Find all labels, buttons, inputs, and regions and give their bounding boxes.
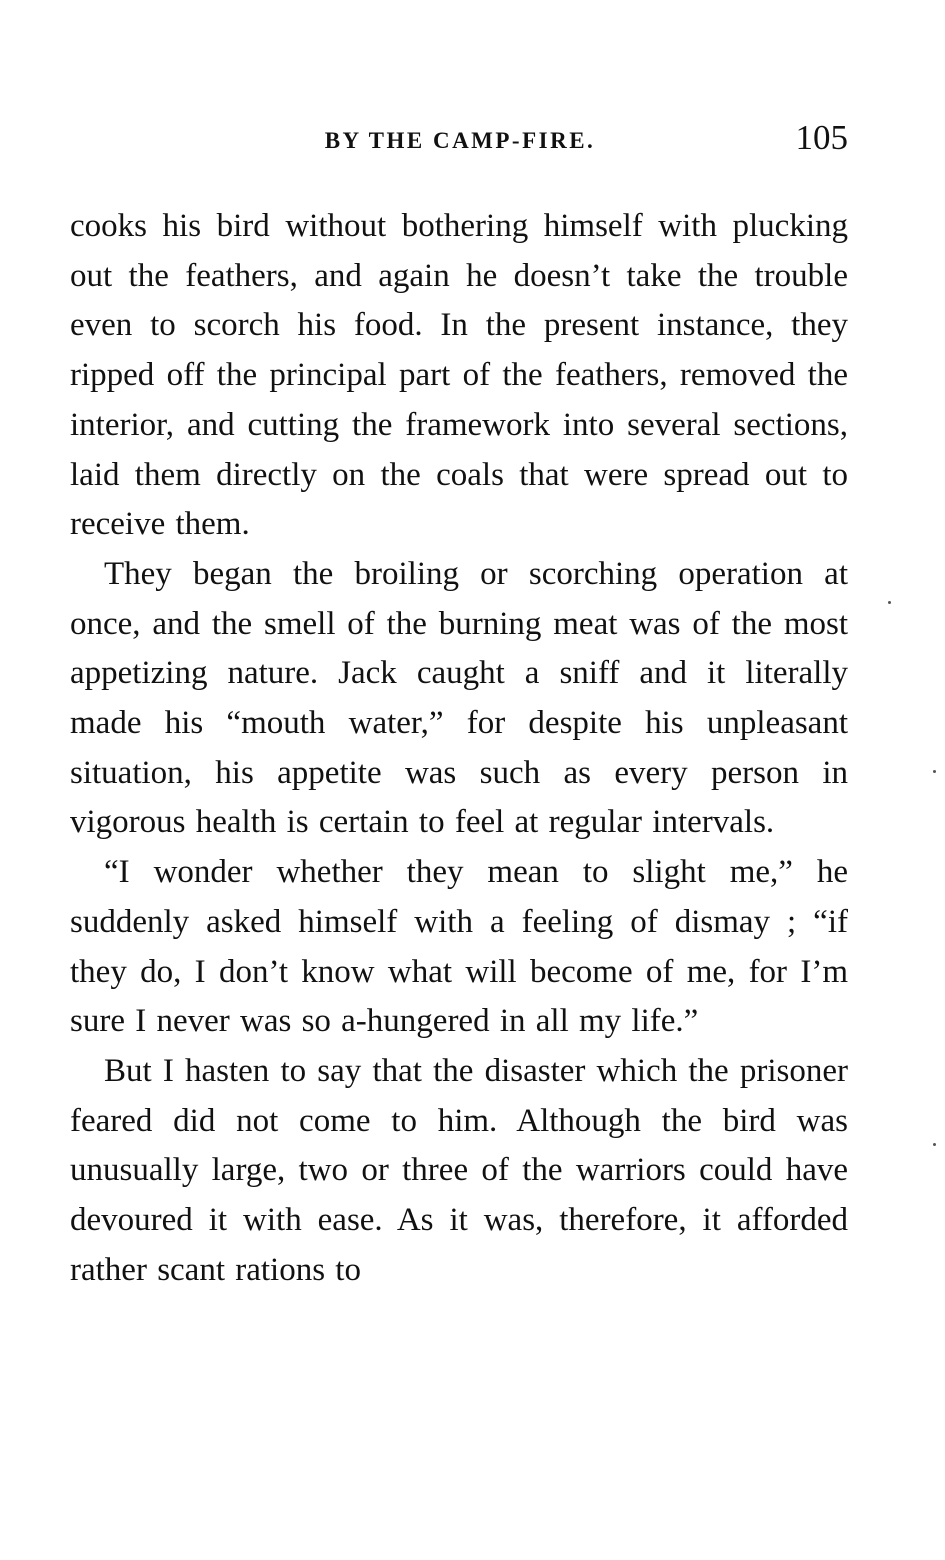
print-speck — [933, 770, 936, 773]
print-speck — [888, 601, 891, 604]
running-title: BY THE CAMP-FIRE. — [324, 128, 596, 153]
paragraph-4: But I hasten to say that the disaster which the prisoner feared did not come to him. Although the bird was unusually large, two or three of the warriors could have devoured it with ease. As it was, therefore, it afforded rather scant rations to — [70, 1052, 848, 1288]
body-text — [70, 202, 848, 1295]
print-speck — [933, 1143, 936, 1146]
paragraph-1: cooks his bird without bothering himself with plucking out the feathers, and again he doesn’t take the trouble even to scorch his food. In the present instance, they ripped off the principal part of the feathers, removed the interior, and cutting the framework into several sections, laid them directly on the coals that were spread out to receive them. — [70, 208, 848, 543]
paragraph-3: “I wonder whether they mean to slight me,” he suddenly asked himself with a feeling of dismay ; “if they do, I don’t know what will become of me, for I’m sure I never was so a-hungered in all my life.” — [70, 854, 848, 1040]
paragraph-2: They began the broiling or scorching operation at once, and the smell of the burning meat was of the most appetizing nature. Jack caught a sniff and it literally made his “mouth water,” for despite his unpleasant situation, his appetite was such as every person in vigorous health is certain to feel at regular intervals. — [70, 555, 848, 841]
page-number: 105 — [795, 118, 848, 157]
running-head — [72, 118, 848, 162]
